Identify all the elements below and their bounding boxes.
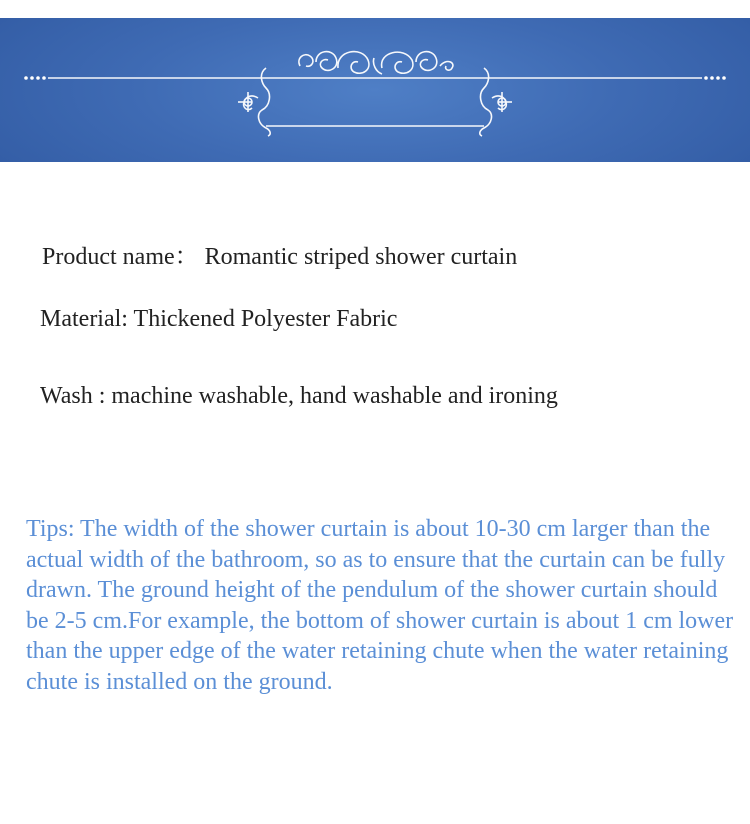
tips-paragraph: Tips: The width of the shower curtain is about 10-30 cm larger than the actual width of the bathroom, so as to ensure that the curtain can be fully drawn. The ground height of the pendulum of the shower curtain should be 2-5 cm.For example, the bottom of shower curtain is about 1 cm lower than the upper edge of the water retaining chute when the water retaining chute is installed on the ground. — [26, 516, 734, 695]
header-banner — [0, 18, 750, 162]
product-name-text: Product name： Romantic striped shower curtain — [42, 244, 518, 270]
scroll-frame-ornament-icon — [0, 18, 750, 162]
wash-instructions-text: Wash : machine washable, hand washable and ironing — [40, 383, 558, 409]
material-text: Material: Thickened Polyester Fabric — [40, 306, 398, 332]
